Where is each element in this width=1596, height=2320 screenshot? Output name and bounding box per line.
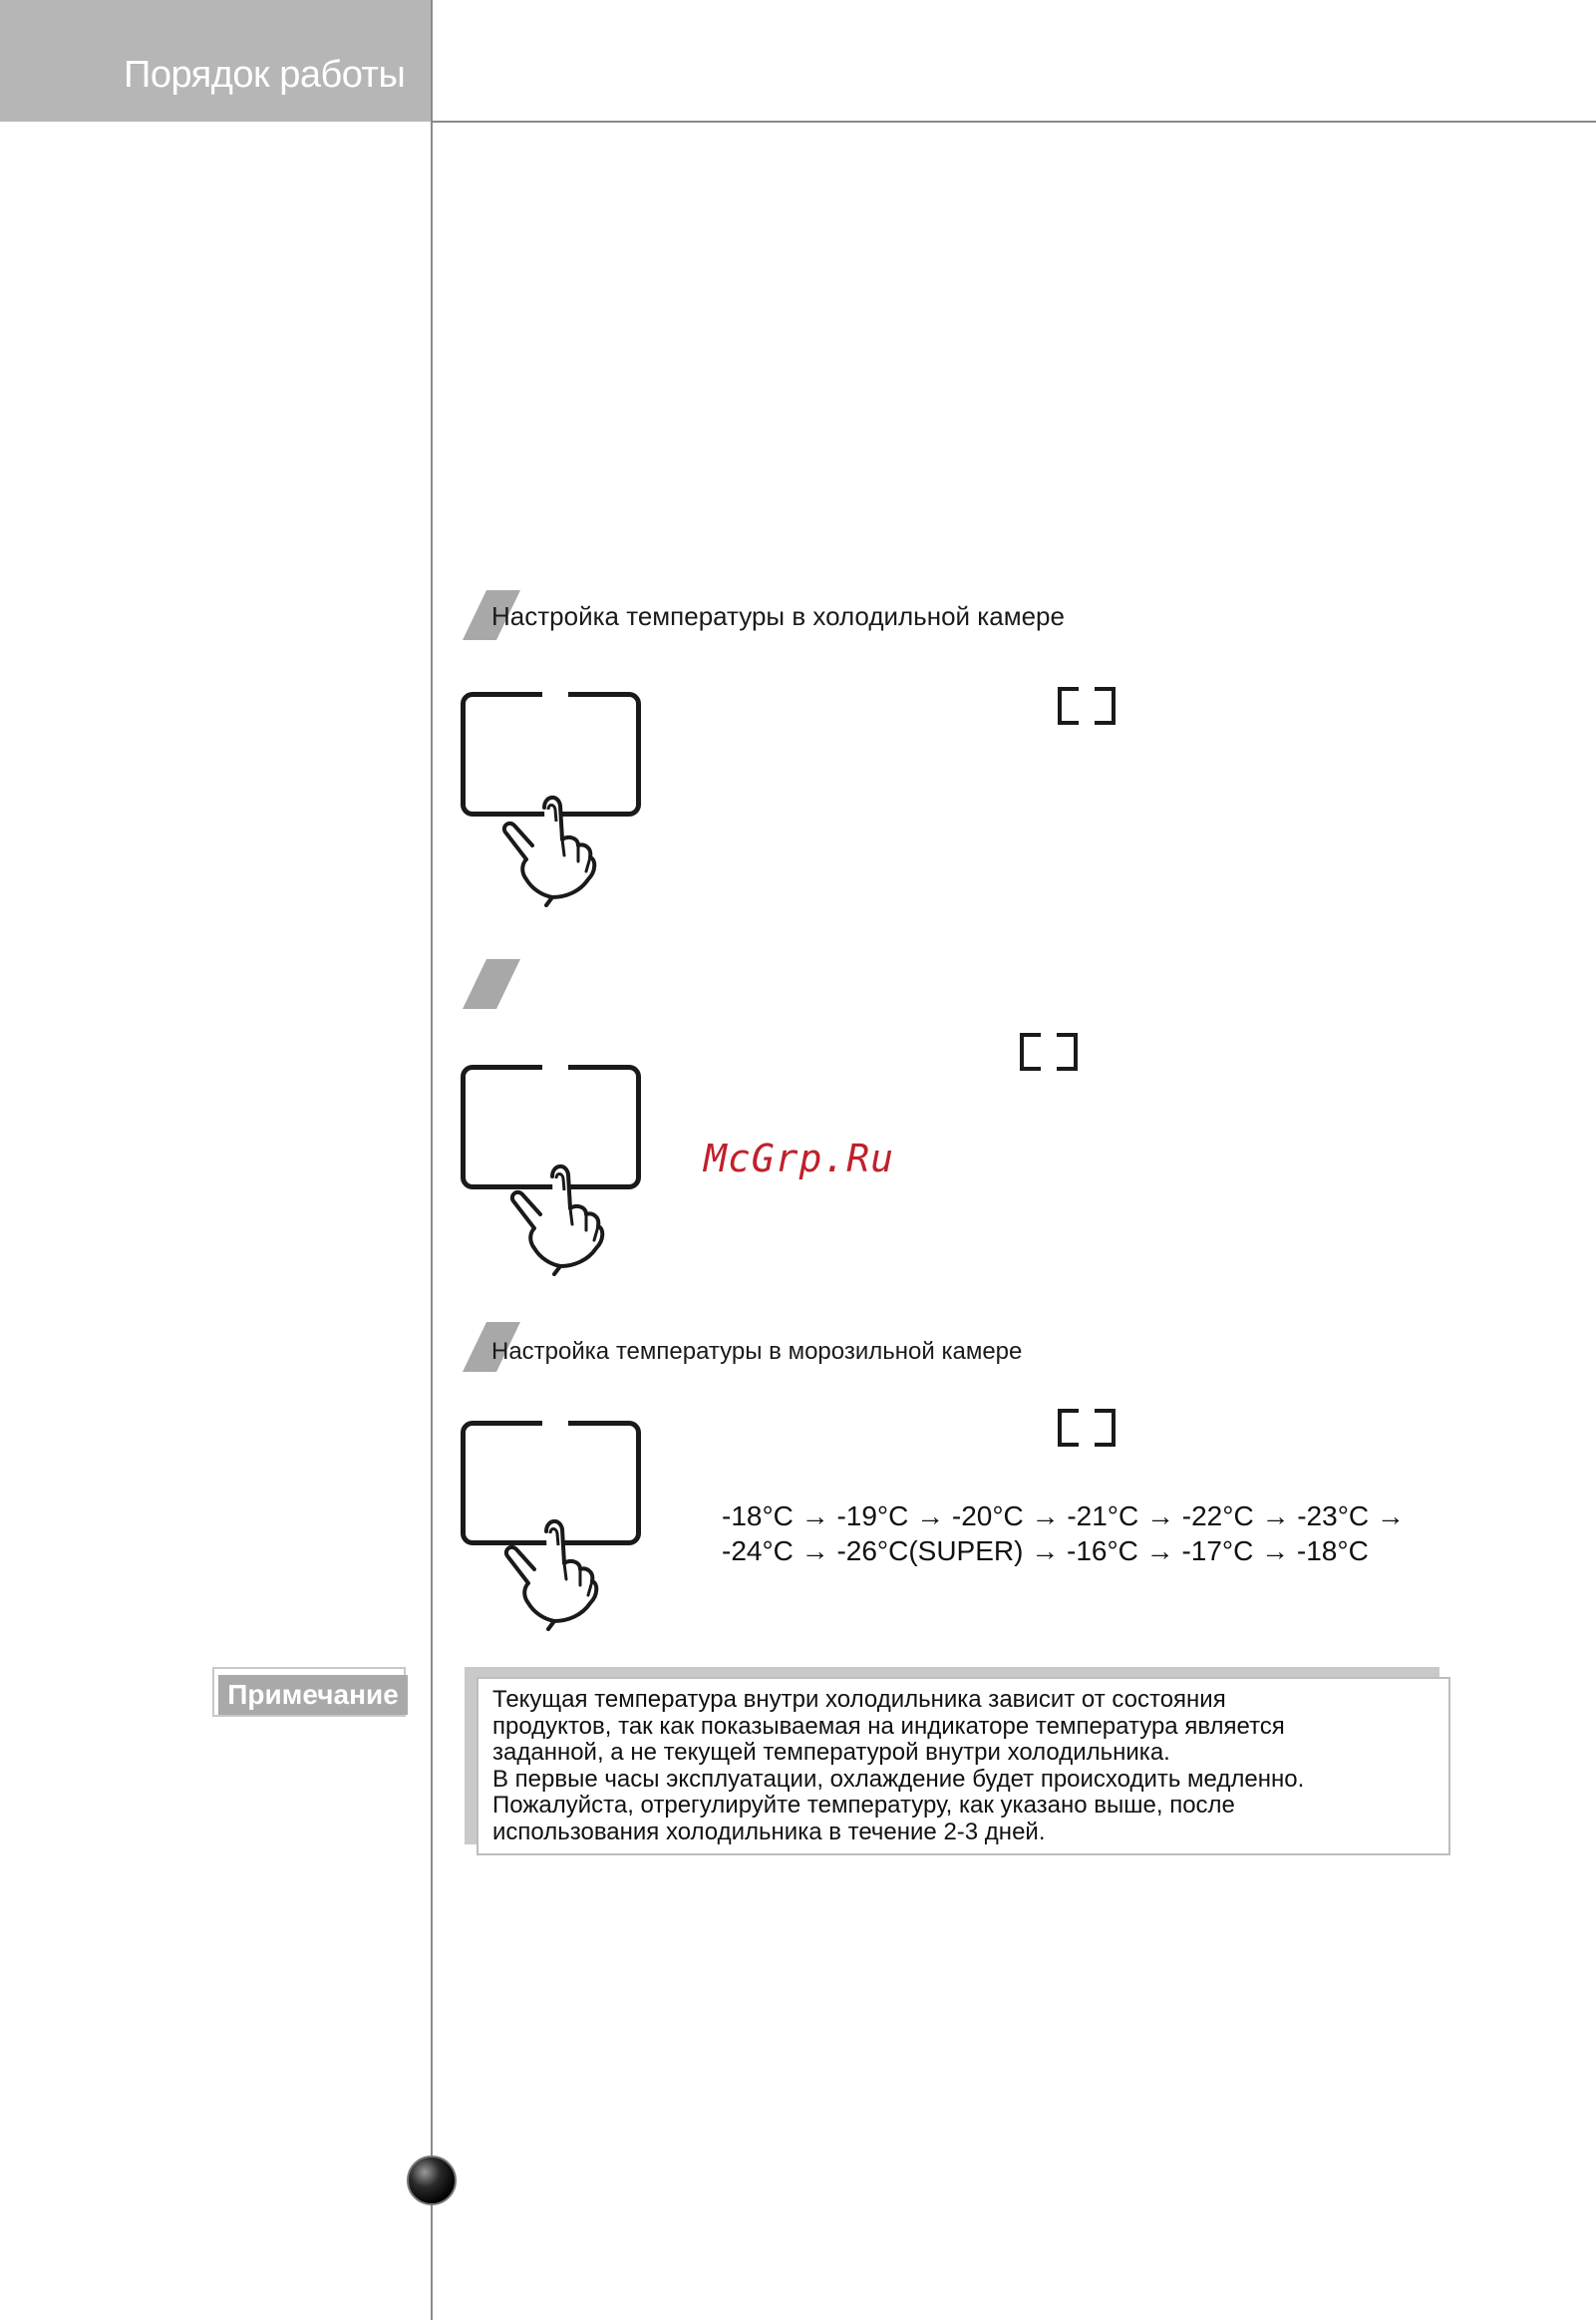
hand-press-icon [500,1157,610,1276]
hand-press-icon [494,1511,604,1631]
note-line: продуктов, так как показываемая на индикаторе температура является [492,1712,1285,1740]
note-line: заданной, а не текущей температурой внутри холодильника. [492,1739,1170,1766]
note-label: Примечание [218,1675,408,1715]
page-number-dot [407,2155,457,2205]
side-divider [431,0,433,2320]
display-bracket-icon [1057,1408,1117,1448]
note-line: Текущая температура внутри холодильника зависит от состояния [492,1686,1226,1713]
temperature-sequence-line-2: -24°C → -26°C(SUPER) → -16°C → -17°C → -18°C [722,1535,1369,1566]
watermark: McGrp.Ru [704,1137,895,1180]
page-title: Порядок работы [124,54,406,96]
temperature-sequence-line-1: -18°C → -19°C → -20°C → -21°C → -22°C → -23°C → [722,1500,1405,1531]
note-line: В первые часы эксплуатации, охлаждение будет происходить медленно. [492,1765,1305,1793]
hand-press-icon [492,788,602,907]
header-divider [431,121,1596,123]
display-bracket-icon [1057,686,1117,726]
display-bracket-icon [1019,1032,1079,1072]
section-title-fridge: Настройка температуры в холодильной камере [491,601,1065,631]
note-line: Пожалуйста, отрегулируйте температуру, как указано выше, после [492,1792,1235,1819]
note-line: использования холодильника в течение 2-3 дней. [492,1818,1046,1845]
section-title-freezer: Настройка температуры в морозильной камере [491,1338,1023,1365]
section-tab-icon [463,959,520,1009]
note-text [492,1687,1430,1845]
